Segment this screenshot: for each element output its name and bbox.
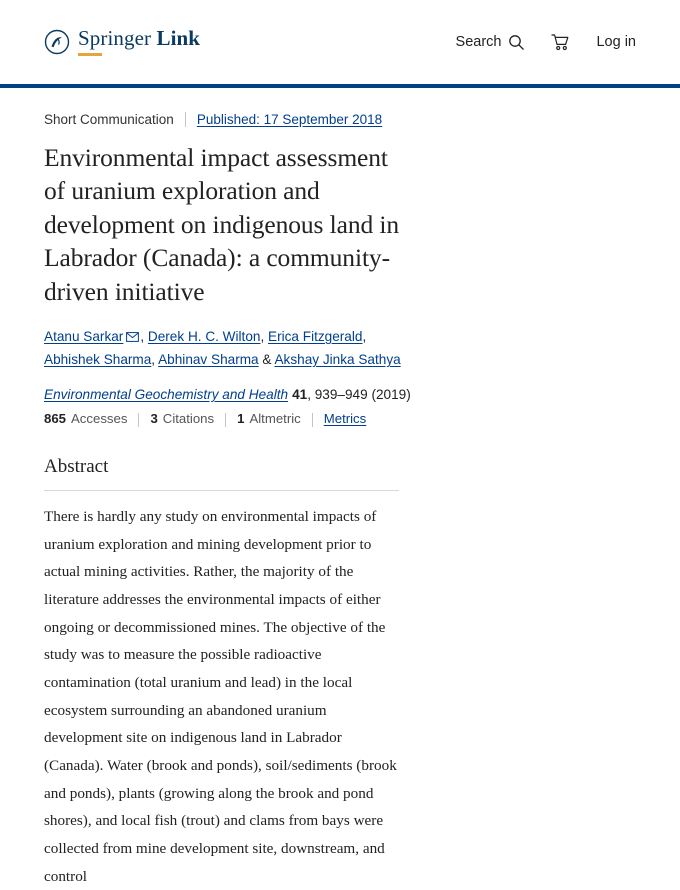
search-icon	[508, 34, 525, 51]
brand-wordmark	[78, 28, 200, 56]
meta-divider	[185, 112, 186, 127]
author-link[interactable]: Derek H. C. Wilton	[147, 328, 261, 344]
author-link[interactable]: Abhinav Sharma	[158, 351, 259, 367]
altmetric-metric	[237, 411, 301, 426]
article-meta	[44, 112, 636, 127]
cart-button[interactable]	[551, 33, 570, 51]
abstract-heading: Abstract	[44, 456, 399, 491]
author-link[interactable]: Abhishek Sharma	[44, 351, 152, 367]
metric-divider	[312, 413, 313, 427]
author-separator: ,	[140, 328, 148, 344]
author-separator: ,	[151, 351, 159, 367]
accesses-count: 865	[44, 410, 67, 426]
brand-text	[78, 28, 200, 49]
metric-divider	[225, 413, 226, 427]
corresponding-author-envelope-icon[interactable]	[126, 327, 139, 349]
journal-name-link[interactable]: Environmental Geochemistry and Health	[44, 386, 289, 402]
author-link[interactable]: Akshay Jinka Sathya	[274, 351, 401, 367]
journal-volume: 41	[292, 386, 308, 402]
brand-text-springer: Springer	[78, 26, 152, 50]
published-date-link[interactable]: Published: 17 September 2018	[196, 112, 383, 127]
accesses-label: Accesses	[71, 410, 128, 426]
article-content	[0, 88, 680, 890]
abstract-text: There is hardly any study on environmental impacts of uranium exploration and mining development prior to actual mining activities. Rather, the majority of the literature addresses the environmental impacts of either ongoing or decommissioned mines. The objective of the study was to measure the possible radioactive contamination (total uranium and lead) in the local ecosystem surrounding an abandoned uranium development site on indigenous land in Labrador (Canada). Water (brook and ponds), soil/sediments (brook and ponds), plants (growing along the brook and pond shores), and local fish (trout) and clams from bays were collected from mine development site, downstream, and control	[44, 507, 397, 885]
author-list	[44, 326, 404, 371]
article-type: Short Communication	[44, 112, 174, 127]
altmetric-label: Altmetric	[249, 410, 301, 426]
page-title: Environmental impact assessment of uranium exploration and development on indigenous land in Labrador (Canada): a community-driven initiative	[44, 143, 400, 306]
citations-metric	[150, 411, 214, 426]
author-separator: ,	[362, 328, 367, 344]
author-separator: ,	[260, 328, 269, 344]
author-link[interactable]: Atanu Sarkar	[44, 328, 124, 344]
citations-count: 3	[150, 410, 158, 426]
login-label: Log in	[596, 34, 636, 50]
article-metrics	[44, 411, 636, 426]
journal-citation	[44, 387, 636, 402]
author-link[interactable]: Erica Fitzgerald	[268, 328, 363, 344]
cart-icon	[551, 33, 570, 51]
springer-logo-icon	[44, 29, 70, 55]
journal-pages-year: , 939–949 (2019)	[307, 386, 411, 402]
header-actions	[456, 33, 636, 51]
brand-underline	[78, 53, 102, 56]
search-button[interactable]	[456, 34, 526, 51]
site-header	[0, 0, 680, 88]
search-label: Search	[455, 34, 502, 50]
metric-divider	[138, 413, 139, 427]
brand-text-link: Link	[151, 26, 201, 50]
altmetric-count: 1	[237, 410, 245, 426]
author-separator: &	[258, 351, 275, 367]
springer-link-logo[interactable]	[44, 28, 200, 56]
login-button[interactable]	[596, 34, 636, 50]
accesses-metric	[44, 411, 127, 426]
metrics-link[interactable]: Metrics	[323, 410, 367, 426]
citations-label: Citations	[162, 410, 215, 426]
